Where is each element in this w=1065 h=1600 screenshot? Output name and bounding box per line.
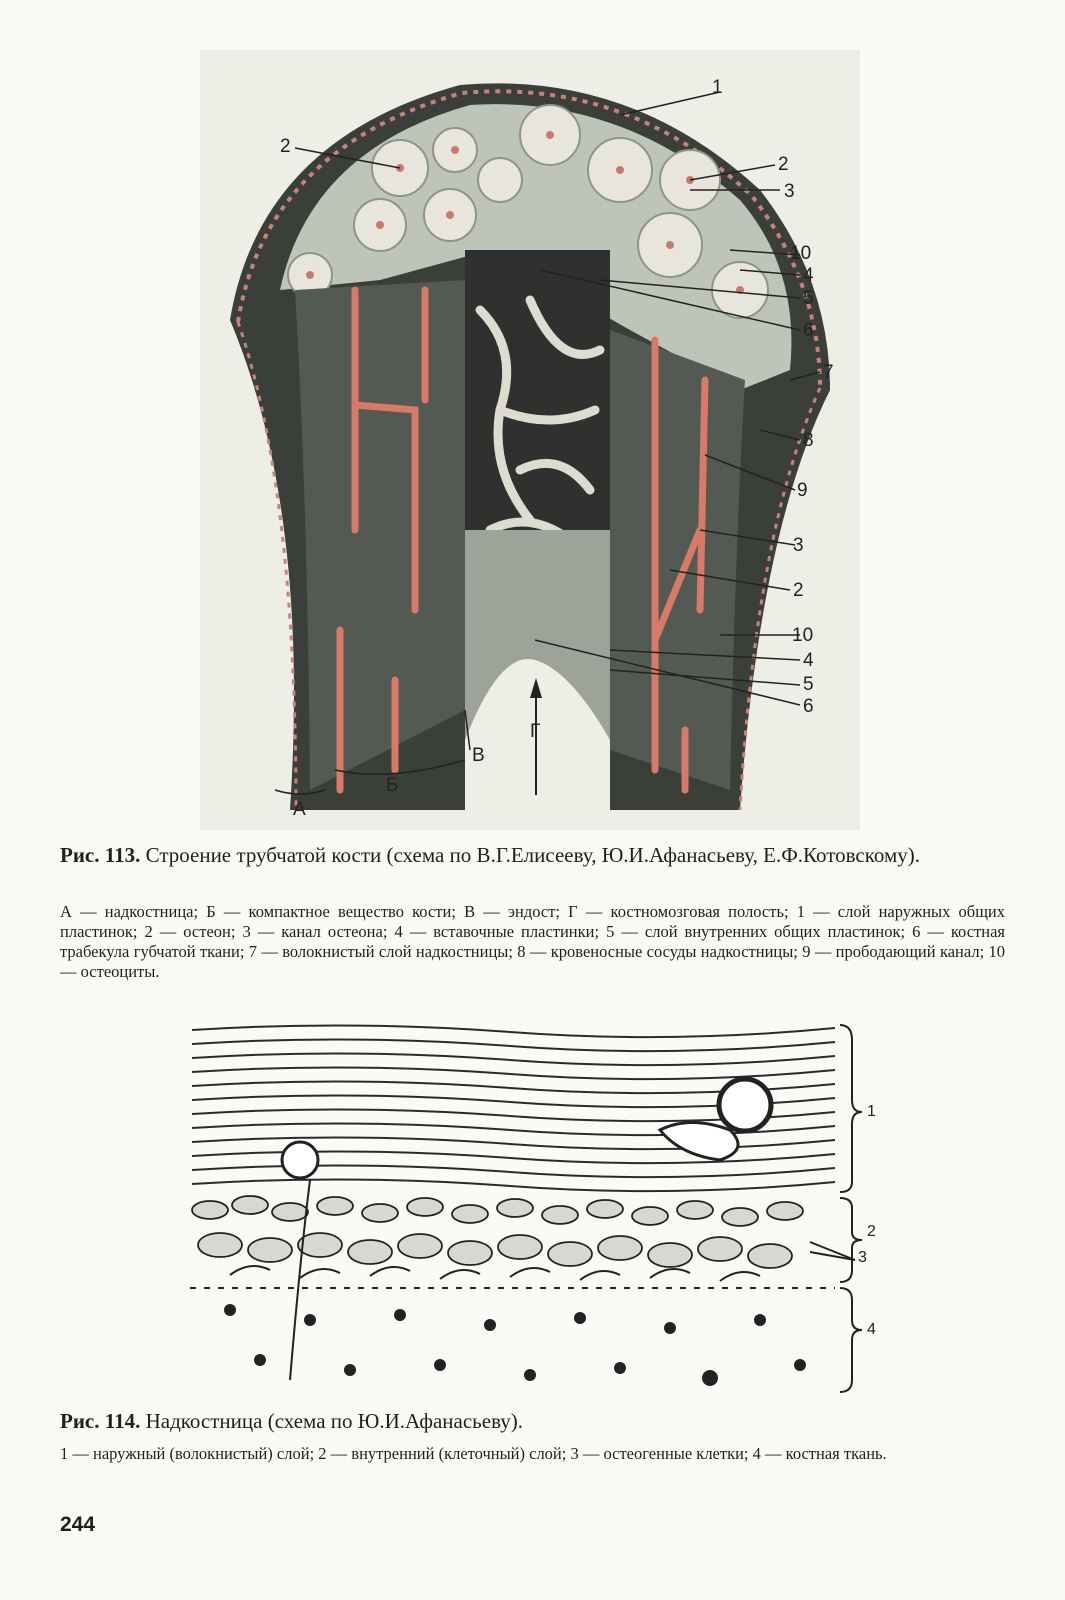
fig113-label-9: 9	[797, 480, 808, 501]
fig113-label-3: 3	[784, 181, 795, 202]
fig113-label-6: 6	[803, 320, 814, 341]
fig113-caption	[60, 842, 1005, 868]
fig113-label-6b: 6	[803, 696, 814, 717]
fig114-caption	[60, 1408, 1005, 1434]
fig114-caption-title: Надкостница (схема по Ю.И.Афанасьеву).	[145, 1409, 524, 1433]
fig113-label-g: Г	[530, 721, 541, 742]
fig113-label-5b: 5	[803, 674, 814, 695]
fig113-label-v: В	[472, 745, 485, 766]
fig113-label-10: 10	[790, 243, 812, 264]
fig113-label-10b: 10	[792, 625, 814, 646]
fig114-label-3: 3	[858, 1249, 867, 1266]
fig113-label-7: 7	[823, 362, 834, 383]
fig114-caption-number: Рис. 114.	[60, 1409, 141, 1433]
fig113-label-2: 2	[778, 154, 789, 175]
page-number: 244	[60, 1513, 96, 1536]
fig113-label-b: Б	[386, 775, 399, 796]
fig113-label-4: 4	[803, 265, 814, 286]
fig113-label-5: 5	[803, 288, 814, 309]
fig113-label-3b: 3	[793, 535, 804, 556]
fig113-label-a: А	[293, 799, 306, 820]
fig114-legend: 1 — наружный (волокнистый) слой; 2 — внутренний (клеточный) слой; 3 — остеогенные клетки; 4 — костная ткань.	[60, 1444, 887, 1463]
fig113-label-8: 8	[803, 430, 814, 451]
figure-113-illustration	[200, 50, 860, 830]
bone-structure-drawing	[200, 50, 860, 830]
fig113-label-2b: 2	[793, 580, 804, 601]
fig113-legend: А — надкостница; Б — компактное вещество кости; В — эндост; Г — костномозговая полость; 1 — слой наружных общих пластинок; 2 — остеон; 3 — канал остеона; 4 — вставочные пластинки; 5 — слой внутренних общих пластинок; 6 — костная трабекула губчатой ткани; 7 — волокнистый слой надкостницы; 8 — кровеносные сосуды надкостницы; 9 — прободающий канал; 10 — остеоциты.	[60, 902, 1005, 981]
fig113-caption-title: Строение трубчатой кости (схема по В.Г.Елисееву, Ю.И.Афанасьеву, Е.Ф.Котовскому).	[145, 843, 920, 867]
periosteum-drawing	[190, 1020, 890, 1400]
fig113-caption-number: Рис. 113.	[60, 843, 141, 867]
fig113-label-4b: 4	[803, 650, 814, 671]
fig114-label-1: 1	[867, 1103, 876, 1120]
fig114-label-2: 2	[867, 1223, 876, 1240]
fig113-label-2-left: 2	[280, 136, 291, 157]
figure-114-illustration	[190, 1020, 890, 1400]
fig113-label-1: 1	[712, 77, 723, 98]
fig114-label-4: 4	[867, 1321, 876, 1338]
